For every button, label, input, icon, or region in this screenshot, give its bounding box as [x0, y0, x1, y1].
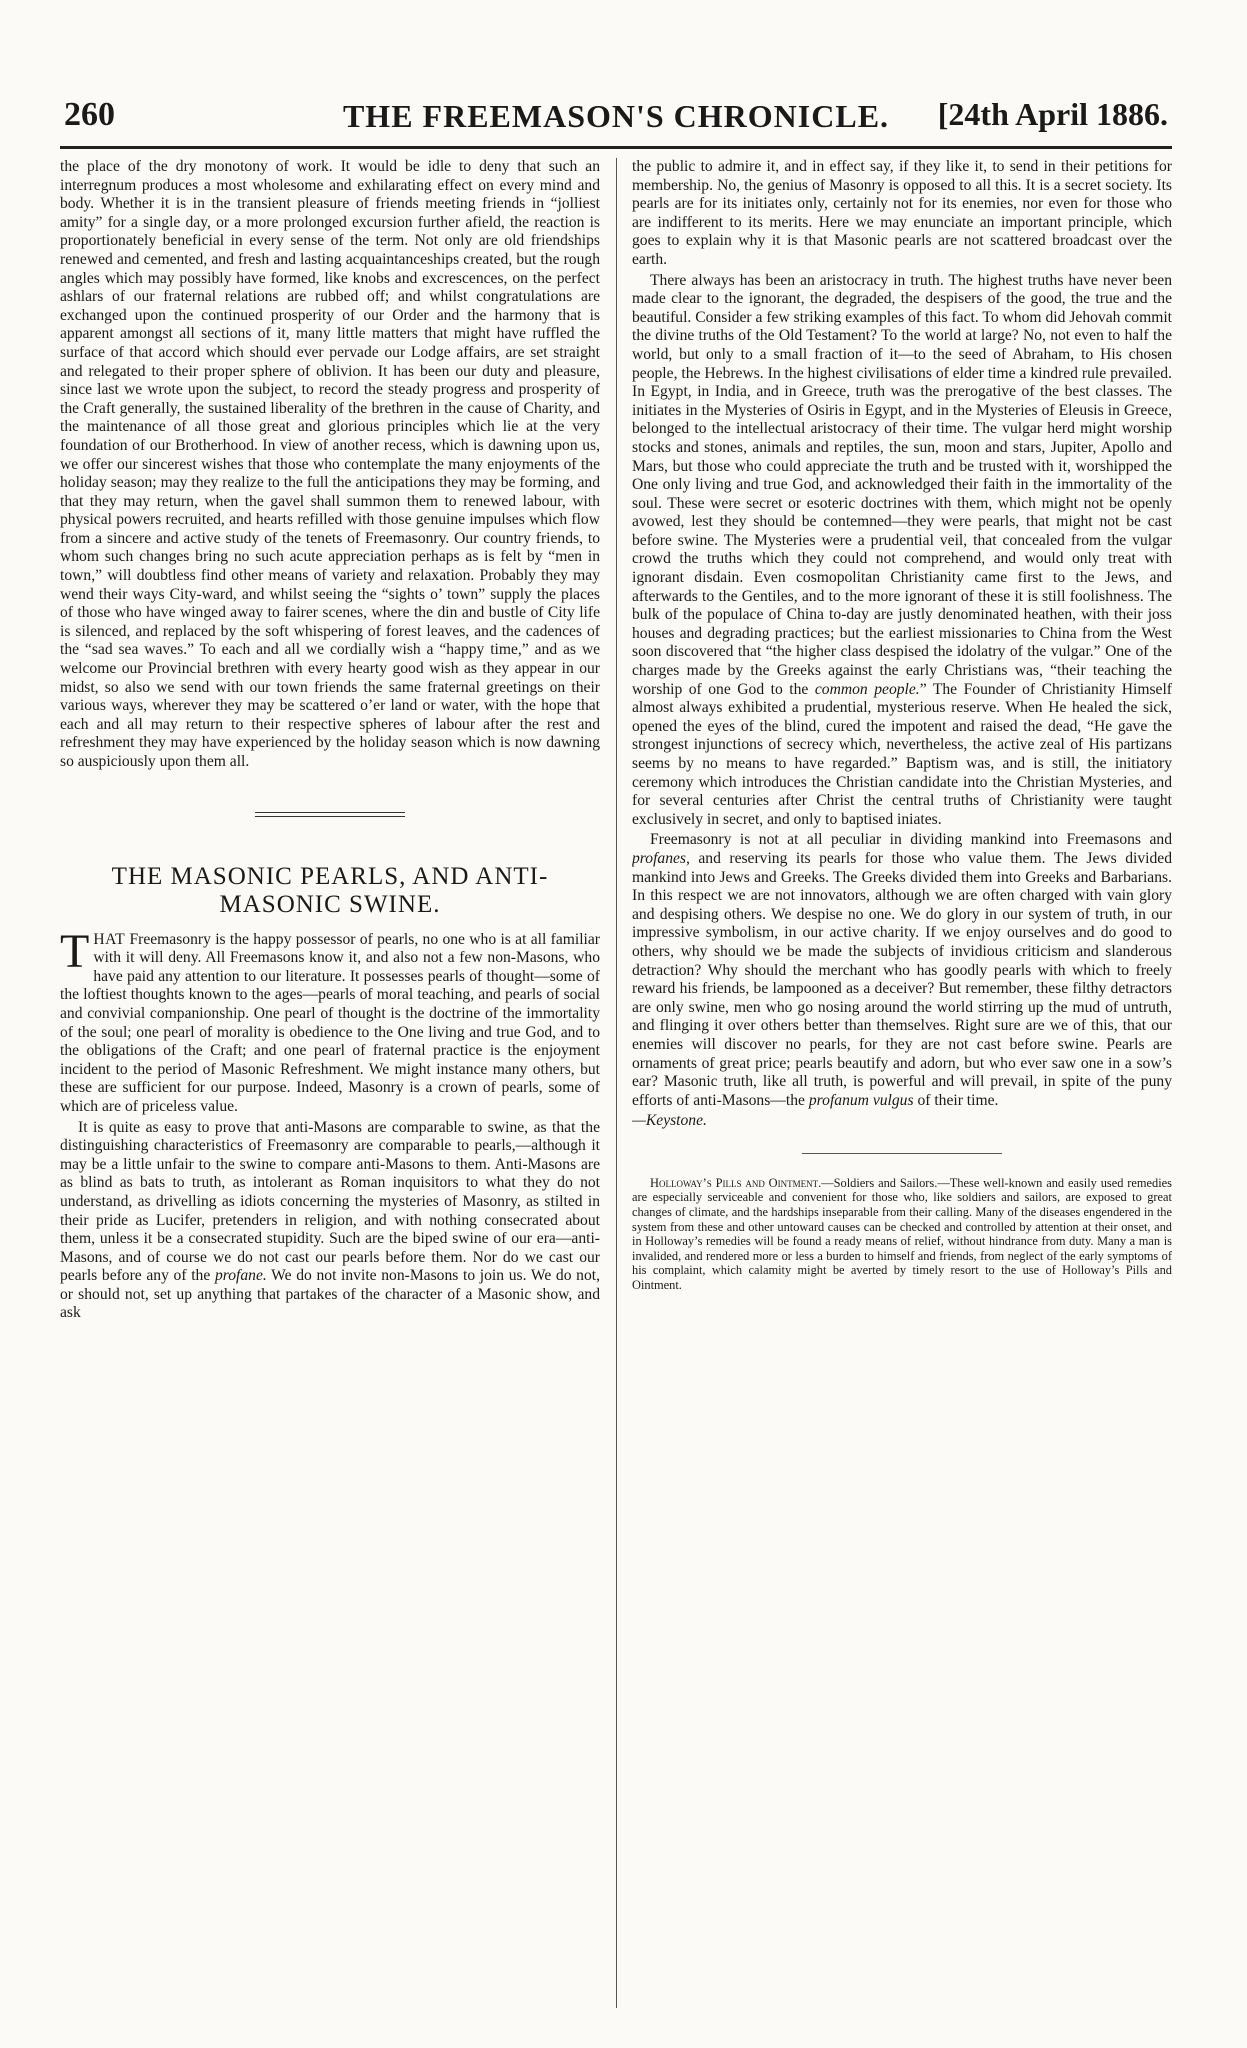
signature	[632, 1112, 1172, 1131]
p3c-text: of their time.	[913, 1091, 999, 1109]
article-lead-paragraph	[60, 924, 600, 1117]
lead-text: Freemasonry is the happy possessor of pearls, no one who is at all familiar with it will deny. All Freemasons know it, and also not a few non-Masons, who have paid any attention to our literature. It possesses pearls of thought—some of the loftiest thoughts known to the ages—pearls of moral teaching, and pearls of social and convivial companionship. One pearl of thought is the doctrine of the immortality of the soul; one pearl of morality is obedience to the One living and true God, and to the obligations of the Craft; and one pearl of fraternal practice is the enjoyment incident to the period of Masonic Refreshment. We might instance many others, but these are sufficient for our purpose. Indeed, Masonry is a crown of pearls, some of which are of priceless value.	[60, 930, 600, 1115]
p2-text: It is quite as easy to prove that anti-Masons are comparable to swine, as that the distinguishing characteristics of Freemasonry are comparable to pearls,—although it may be a little unfair to the swine to compare anti-Masons to them. Anti-Masons are as blind as bats to truth, as intolerant as Roman inquisitors to what they do not understand, as drivelling as idiots concerning the mysteries of Masonry, as stilted in their pride as Lucifer, pretenders in religion, and with nothing consecrated about them, unless it be a consecrated stupidity. Such are the biped swine of our era—anti-Masons, and of course we do not cast our pearls before them. Nor do we cast our pearls before any of the	[60, 1118, 600, 1285]
p2-end: We do not invite non-Masons to join us. We do not, or should not, set up anything that partakes of the character of a Masonic show, and ask	[60, 1267, 600, 1322]
columns	[60, 158, 1172, 2008]
signature-text: —Keystone.	[632, 1112, 707, 1130]
article-headline	[60, 863, 600, 919]
drop-cap: T	[60, 924, 90, 978]
p3-italic-vulgus: profanum vulgus	[808, 1091, 914, 1109]
p2a-text: There always has been an aristocracy in truth. The highest truths have never been made clear to the ignorant, the degraded, the despisers of the good, the true and the beautiful. Consider a few striking examples of this fact. To whom did Jehovah commit the divine truths of the Old Testament? To the world at large? No, not even to half the world, but only to a small fraction of it—to the seed of Abraham, to His chosen people, the Hebrews. In the highest civilisations of elder time a kindred rule prevailed. In Egypt, in India, and in Greece, truth was the prerogative of the best classes. The initiates in the Mysteries of Osiris in Egypt, and in the Mysteries of Eleusis in Greece, belonged to the intellectual aristocracy of their time. The vulgar herd might worship stocks and stones, animals and reptiles, the sun, moon and stars, Jupiter, Apollo and Mars, but those who could appreciate the truth and be trusted with it, worshipped the One only living and true God, and acknowledged their faith in the immortality of the soul. These were secret or esoteric doctrines with them, which might not be openly avowed, lest they should be contemned—they were pearls, that might not be cast before swine. The Mysteries were a prudential veil, that concealed from the vulgar crowd the truths which they could not comprehend, and would only treat with ignorant disdain. Even cosmopolitan Christianity came first to the Jews, and afterwards to the Gentiles, and to the more ignorant of these it is still foolishness. The bulk of the populace of China to-day are justly denominated heathen, with their joss houses and degrading practices; but the earliest missionaries to China from the West soon discovered that “the higher class despised the idolatry of the vulgar.” One of the charges made by the Greeks against the early Christians was, “their teaching the worship of one God to the	[632, 271, 1172, 698]
advert-caps: Holloway’s Pills and Ointment.	[650, 1175, 822, 1190]
issue-date: [24th April 1886.	[937, 96, 1168, 132]
left-column	[60, 158, 600, 2008]
p2-italic: profane.	[214, 1267, 267, 1285]
right-paragraph-2	[632, 272, 1172, 830]
right-paragraph-1: the public to admire it, and in effect say, if they like it, to send in their petitions for membership. No, the genius of Masonry is opposed to all this. It is a secret society. Its pearls are for its initiates only, certainly not for its enemies, nor even for those who are indifferent to its merits. Here we may enunciate an important principle, which goes to explain why it is that Masonic pearls are not scattered broadcast over the earth.	[632, 158, 1172, 268]
article-separator	[255, 812, 405, 817]
headline-line-2: MASONIC SWINE.	[219, 890, 441, 918]
masthead-rule	[60, 146, 1172, 149]
p3b-text: and reserving its pearls for those who value them. The Jews divided mankind into Jews and Greeks. The Greeks divided them into Greeks and Barbarians. In this respect we are not innovators, although we are often charged with vain glory and despising others. We despise no one. We do glory in our system of truth, in our impressive symbolism, in our active charity. If we enjoy ourselves and do good to others, why should we be made the subjects of invidious criticism and slanderous detraction? Why should the merchant who has goodly pearls with which to freely reward his friends, be lampooned as a deceiver? But remember, these filthy detractors are only swine, men who go nosing around the world stirring up the mud of untruth, and flinging it over others better than themselves. Right sure are we of this, that our enemies will discover no pearls, for they are not cast before swine. Pearls are ornaments of great price; pearls beautify and adorn, but who ever saw one in a sow’s ear? Masonic truth, like all truth, is powerful and will prevail, in spite of the puny efforts of anti-Masons—the	[632, 849, 1172, 1109]
headline-line-1: THE MASONIC PEARLS, AND ANTI-	[111, 862, 549, 890]
right-paragraph-3	[632, 831, 1172, 1110]
masthead	[60, 96, 1172, 142]
newspaper-page	[60, 96, 1172, 2016]
p3a-text: Freemasonry is not at all peculiar in dividing mankind into Freemasons and	[650, 831, 1172, 849]
advert-text: —Soldiers and Sailors.—These well-known and easily used remedies are especially serviceable and convenient for those who, like soldiers and sailors, are exposed to great changes of climate, and the hardships inseparable from their calling. Many of the diseases engendered in the system from these and other untoward causes can be checked and controlled by attention at their onset, and in Holloway’s remedies will be found a ready means of relief, without hindrance from duty. Many a man is invalided, and rendered more or less a burden to himself and friends, from neglect of the early symptoms of his complaint, which calamity might be averted by timely resort to the use of Holloway’s Pills and Ointment.	[632, 1175, 1172, 1293]
lead-caps: HAT	[93, 930, 126, 948]
holloway-advert	[632, 1176, 1172, 1293]
publication-title: THE FREEMASON'S CHRONICLE.	[342, 98, 890, 134]
p2-italic-common: common people.	[814, 680, 920, 698]
right-column	[632, 158, 1172, 2008]
p2b-text: ” The Founder of Christianity Himself almost always exhibited a prudential, mysterious reserve. When He healed the sick, opened the eyes of the blind, cured the impotent and raised the dead, “He gave the strongest injunctions of secrecy which, nevertheless, the active zeal of His partizans seems by no means to have regarded.” Baptism was, and is still, the initiatory ceremony which introduces the Christian candidate into the Christian Mysteries, and for several centuries after Christ the central truths of Christianity were taught exclusively in secret, and only to baptised iniates.	[632, 680, 1172, 828]
article-paragraph-2	[60, 1119, 600, 1324]
holiday-paragraph: the place of the dry monotony of work. It would be idle to deny that such an interregnum produces a most wholesome and exhilarating effect on every mind and body. Whether it is in the transient pleasure of friends meeting friends in “jolliest amity” for a single day, or a more prolonged excursion further afield, the reaction is proportionately beneficial in every sense of the term. Not only are old friendships renewed and cemented, and fresh and lasting acquaintanceships created, but the rough angles which may possibly have formed, like knobs and excrescences, on the perfect ashlars of our fraternal relations are rubbed off; and whilst congratulations are exchanged upon the continued prosperity of our Order and the harmony that is apparent amongst all sections of it, many little matters that might have ruffled the surface of that accord which should ever pervade our Lodge affairs, are set straight and relegated to their proper sphere of oblivion. It has been our duty and pleasure, since last we wrote upon the subject, to record the steady progress and prosperity of the Craft generally, the sustained liberality of the brethren in the cause of Charity, and the maintenance of all those great and glorious principles which lie at the very foundation of our Brotherhood. In view of another recess, which is dawning upon us, we offer our sincerest wishes that those who contemplate the many enjoyments of the holiday season; may they realize to the full the anticipations they may be forming, and that they may return, when the gavel shall summon them to renewed labour, with physical powers recruited, and hearts refilled with those genuine impulses which flow from a sincere and active study of the tenets of Freemasonry. Our country friends, to whom such changes bring no such acute appreciation perhaps as is felt by “men in town,” will doubtless find other means of variety and relaxation. Probably they may wend their ways City-ward, and whilst seeing the “sights o’ town” supply the places of those who have winged away to fairer scenes, where the din and bustle of City life is silenced, and replaced by the soft whispering of forest leaves, and the cadences of the “sad sea waves.” To each and all we cordially wish a “happy time,” and as we welcome our Provincial brethren with every hearty good wish as they appear in our midst, so also we send with our town friends the same fraternal greetings on their various ways, wherever they may be scattered o’er land or water, with the hope that each and all may return to their respective spheres of labour after the rest and refreshment they may have experienced by the holiday season which is now dawning so auspiciously upon them all.	[60, 158, 600, 770]
page-number: 260	[64, 96, 115, 133]
p3-italic-profanes: profanes,	[632, 849, 690, 867]
advert-separator	[802, 1153, 1002, 1154]
column-divider	[616, 158, 617, 2008]
